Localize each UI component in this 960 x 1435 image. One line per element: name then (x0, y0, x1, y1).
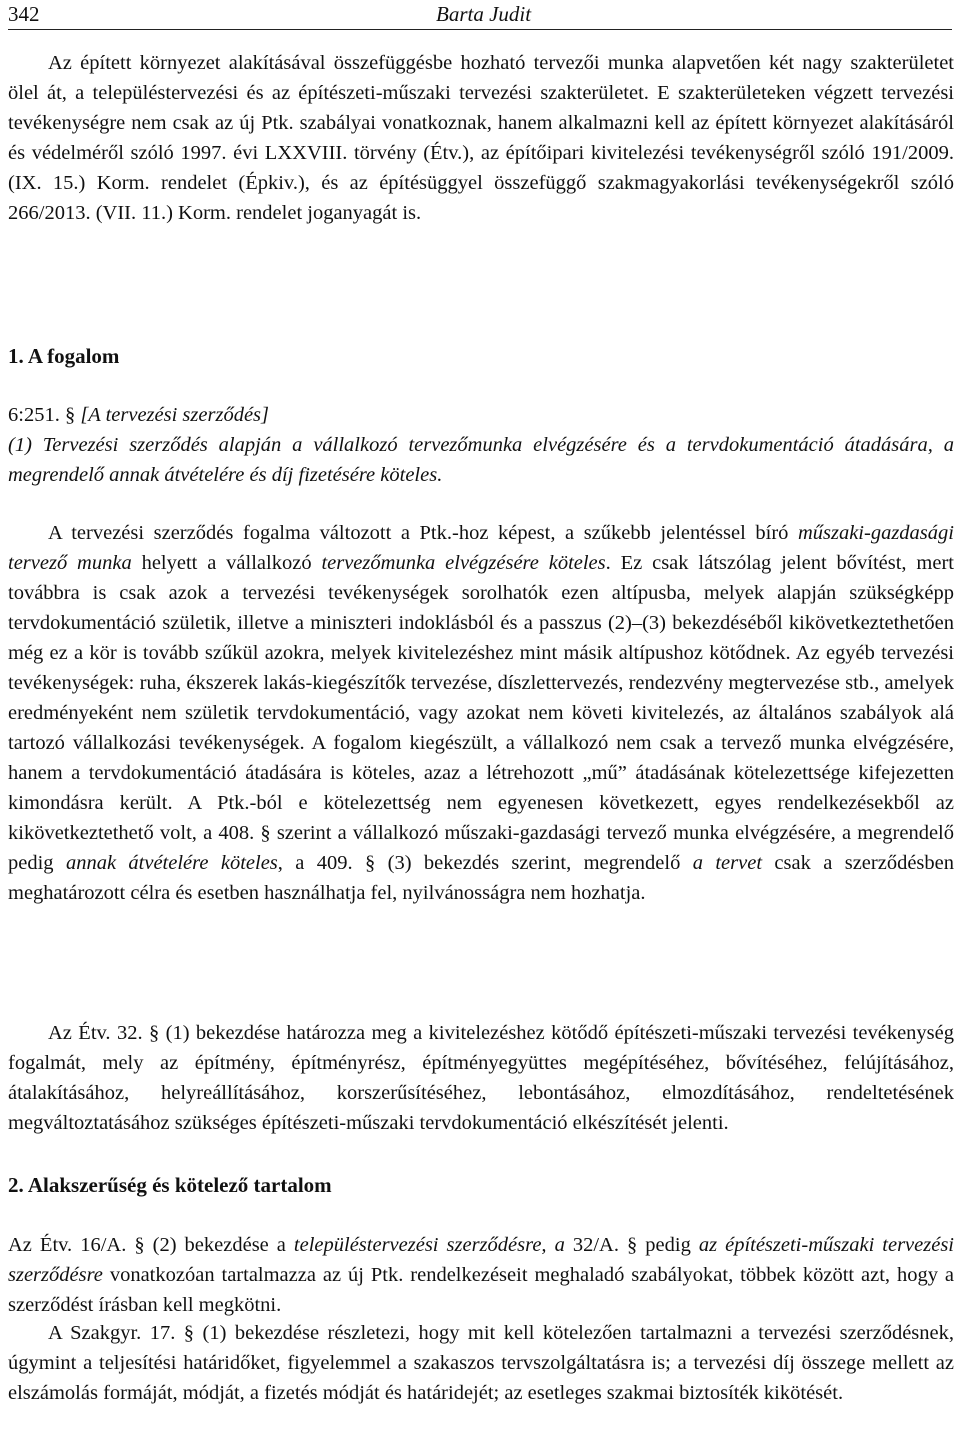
running-head-author: Barta Judit (436, 2, 532, 26)
commentary-emphasis: műszaki-gazdasági tervező munka (8, 522, 954, 574)
form-text: Az Étv. 16/A. § (2) bekezdése a (8, 1234, 294, 1256)
szakgyr-text: A Szakgyr. 17. § (1) bekezdése részletezi, hogy mit kell kötelezően tartalmazni a tervezési szerződésnek, úgymint a teljesítési határidőket, figyelemmel a szakaszos tervszolgáltatásra is; a tervezési díj összege mellett az elszámolás formáját, módját, a fizetés módját és határidejét; az esetleges szakmai biztosíték kikötését. (8, 1322, 954, 1404)
commentary-paragraph (8, 518, 954, 908)
intro-text: Az épített környezet alakításával összefüggésbe hozható tervezői munka alapvetően két nagy szakterületet ölel át, a településtervezési és az építészeti-műszaki tervezési szakterületet. E szakterületeken végzett tervezési tevékenységre nem csak az új Ptk. szabályai vonatkoznak, hanem alkalmazni kell az épített környezet alakításáról és védelméről szóló 1997. évi LXXVIII. törvény (Étv.), az építőipari kivitelezési tevékenységről szóló 191/2009. (IX. 15.) Korm. rendelet (Épkiv.), és az építésüggyel összefüggő szakmagyakorlási tevékenységekről szóló 266/2013. (VII. 11.) Korm. rendelet joganyagát is. (8, 52, 954, 224)
statute-section-number: 6:251. § (8, 404, 81, 426)
form-paragraph (8, 1230, 954, 1320)
szakgyr-paragraph (8, 1318, 954, 1408)
page-header (8, 2, 952, 30)
commentary-text: csak a szerződésben meghatározott célra és esetben használhatja fel, nyilvánosságra nem hozhatja. (8, 852, 954, 904)
form-text: 32/A. § pedig (564, 1234, 699, 1256)
etv-text: Az Étv. 32. § (1) bekezdése határozza meg a kivitelezéshez kötődő építészeti-műszaki tervezési tevékenység fogalmát, mely az építmény, építményrész, építményegyüttes megépítéséhez, bővítéséhez, felújításához, átalakításához, helyreállításához, korszerűsítéséhez, lebontásához, elmozdításához, rendeltetésének megváltoztatásához szükséges építészeti-műszaki tervdokumentáció elkészítését jelenti. (8, 1022, 954, 1134)
form-text: vonatkozóan tartalmazza az új Ptk. rendelkezéseit meghaladó szabályokat, többek között azt, hogy a szerződést írásban kell megkötni. (8, 1264, 954, 1316)
commentary-text: helyett a vállalkozó (131, 552, 322, 574)
etv-paragraph (8, 1018, 954, 1138)
statute-body: (1) Tervezési szerződés alapján a vállalkozó tervezőmunka elvégzésére és a tervdokumentáció átadására, a megrendelő annak átvételére és díj fizetésére köteles. (8, 434, 954, 486)
statute-quote (8, 400, 954, 490)
commentary-emphasis: annak átvételére köteles (65, 852, 278, 874)
page-number: 342 (8, 2, 40, 26)
commentary-emphasis: tervezőmunka elvégzésére köteles (321, 552, 606, 574)
form-emphasis: településtervezési szerződésre, a (293, 1234, 565, 1256)
section-heading-1: 1. A fogalom (8, 344, 120, 368)
commentary-text: A tervezési szerződés fogalma változott a Ptk.-hoz képest, a szűkebb jelentéssel bíró (48, 522, 798, 544)
intro-paragraph (8, 48, 954, 228)
commentary-emphasis: a tervet (692, 852, 763, 874)
statute-title: [A tervezési szerződés] (80, 404, 269, 426)
commentary-text: , a 409. § (3) bekezdés szerint, megrendelő (277, 852, 693, 874)
commentary-text: . Ez csak látszólag jelent bővítést, mert továbbra is csak azok a tervezési tevékenységek sorolhatók ezen altípusba, melyek alapján szükségképp tervdokumentáció születik, illetve a miniszteri indoklásból és a passzus (2)–(3) bekezdéséből kikövetkeztethetően még ez a kör is tovább szűkül azokra, melyek kivitelezéshez mint másik altípushoz kötődnek. Az egyéb tervezési tevékenységek: ruha, ékszerek lakás-kiegészítők tervezése, díszlettervezés, rendezvény megtervezése stb., amelyek eredményeként nem születik tervdokumentáció, vagy azokat nem követi kivitelezés, az általános szabályok alá tartozó vállalkozási tevékenységek. A fogalom kiegészült, a vállalkozó nem csak a tervező munka elvégzésére, hanem a tervdokumentáció átadására is köteles, azaz a létrehozott „mű” átadásának kötelezettsége kifejezetten kimondásra került. A Ptk.-ból e kötelezettség nem egyenesen következett, egyes rendelkezésekből az kikövetkeztethető volt, a 408. § szerint a vállalkozó műszaki-gazdasági tervező munka elvégzésére, a megrendelő pedig (8, 552, 954, 874)
form-emphasis: az építészeti-műszaki tervezési szerződésre (8, 1234, 955, 1286)
section-heading-2: 2. Alakszerűség és kötelező tartalom (8, 1173, 332, 1197)
